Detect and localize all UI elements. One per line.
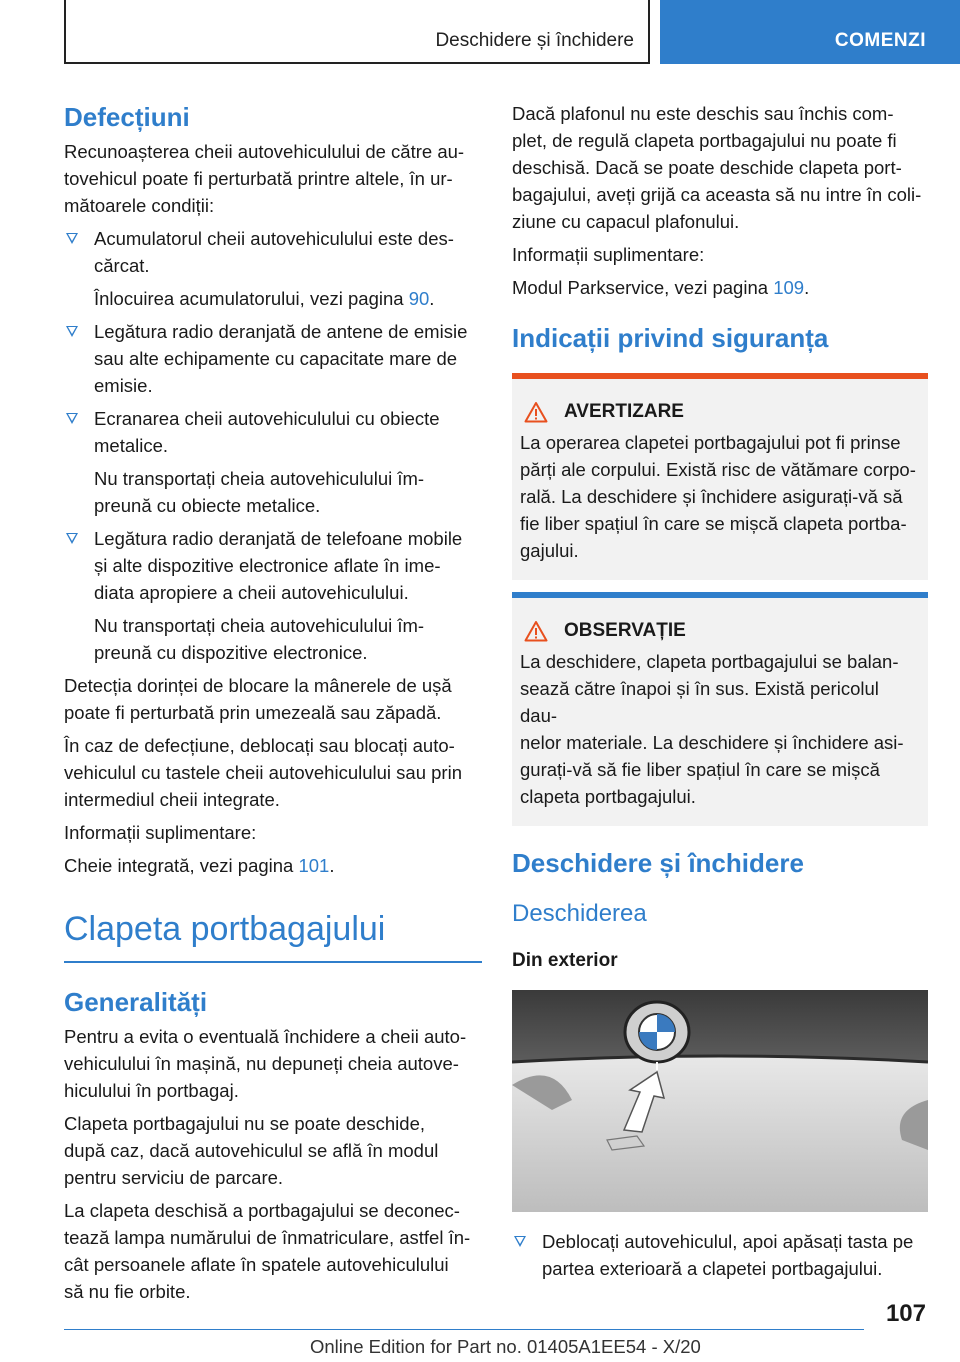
observation-text: La deschidere, clapeta portbagajului se balan- sează către înapoi și în sus. Există pericolul dau- nelor materiale. La deschidere și închidere asi- gurați-vă să fie liber spațiul în care se mișcă clapeta portbagajului. — [520, 651, 904, 807]
safety-heading: Indicații privind siguranța — [512, 323, 829, 353]
cross-reference: Cheie integrată, vezi pagina 101. — [64, 855, 335, 876]
defects-heading: Defecțiuni — [64, 102, 190, 132]
list-item: Ecranarea cheii autovehiculului cu obiecte metalice. Nu transportați cheia autovehiculului îm- preună cu obiecte metalice. — [64, 405, 482, 519]
header-chapter-title: COMENZI — [834, 30, 926, 51]
chapter-heading: Clapeta portbagajului — [64, 910, 386, 948]
warning-text: La operarea clapetei portbagajului pot fi prinse părți ale corpului. Există risc de vătămare corpo- rală. La deschidere și închidere asigurați-vă să fie liber spațiul în care se mișcă clapeta portba- gajului. — [520, 432, 916, 561]
observation-title: OBSERVAȚIE — [564, 620, 686, 641]
header-chapter-tab — [660, 0, 960, 64]
footer-rule — [64, 1329, 864, 1330]
list-item: Acumulatorul cheii autovehiculului este des- cărcat. Înlocuirea acumulatorului, vezi pagina 90. — [64, 225, 482, 312]
exterior-heading: Din exterior — [512, 950, 618, 971]
paragraph-roof: Dacă plafonul nu este deschis sau închis com- plet, de regulă clapeta portbagajului nu poate fi deschisă. Dacă se poate deschide clapeta port- bagajului, aveți grijă ca aceasta să nu intre în coli- ziune cu capacul plafonului. — [512, 103, 922, 232]
warning-title: AVERTIZARE — [564, 401, 684, 422]
tailgate-illustration — [512, 990, 928, 1212]
paragraph-malfunction: În caz de defecțiune, deblocați sau blocați auto- vehiculul cu tastele cheii autovehiculului sau prin intermediul cheii integrate. — [64, 735, 462, 810]
observation-box — [512, 592, 928, 826]
cross-reference: Modul Parkservice, vezi pagina 109. — [512, 277, 810, 298]
right-column — [512, 100, 928, 1288]
page-number: 107 — [885, 1300, 926, 1327]
bullet-triangle-icon — [66, 326, 78, 337]
opening-heading: Deschiderea — [512, 900, 647, 927]
defects-list — [64, 225, 482, 666]
bullet-triangle-icon — [66, 533, 78, 544]
open-close-heading: Deschidere și închidere — [512, 848, 804, 878]
left-column — [64, 100, 482, 1311]
page-link[interactable]: 101 — [298, 855, 330, 876]
warning-box — [512, 373, 928, 580]
tailgate-button-photo — [512, 990, 928, 1212]
bullet-triangle-icon — [514, 1236, 526, 1247]
list-item: Legătura radio deranjată de telefoane mobile și alte dispozitive electronice aflate în ime- diata apropiere a cheii autovehiculului. Nu transportați cheia autovehiculului îm- preună cu dispozitive electronice. — [64, 525, 482, 666]
bullet-triangle-icon — [66, 233, 78, 244]
notice-triangle-icon — [524, 620, 548, 642]
bullet-triangle-icon — [66, 413, 78, 424]
header-section-tab — [64, 0, 650, 64]
paragraph-lock-detection: Detecția dorinței de blocare la mânerele de ușă poate fi perturbată prin umezeală sau zăpadă. — [64, 675, 452, 723]
page-link[interactable]: 109 — [773, 277, 805, 298]
list-item: Deblocați autovehiculul, apoi apăsați tasta pe partea exterioară a clapetei portbagajului. — [512, 1228, 928, 1282]
page-link[interactable]: 90 — [408, 288, 430, 309]
info-label: Informații suplimentare: — [64, 822, 257, 843]
paragraph-general-1: Pentru a evita o eventuală închidere a cheii auto- vehiculului în mașină, nu depuneți cheia autove- hiculului în portbagaj. — [64, 1026, 467, 1101]
paragraph-general-3: La clapeta deschisă a portbagajului se deconec- tează lampa numărului de înmatriculare, astfel în- cât persoanele aflate în spatele autovehiculului să nu fie orbite. — [64, 1200, 471, 1302]
defects-intro: Recunoașterea cheii autovehiculului de către au- tovehicul poate fi perturbată printre altele, în ur- mătoarele condiții: — [64, 141, 465, 216]
paragraph-general-2: Clapeta portbagajului nu se poate deschide, după caz, dacă autovehiculul se află în modul pentru serviciu de parcare. — [64, 1113, 439, 1188]
header-section-title: Deschidere și închidere — [435, 30, 634, 51]
footer-edition: Online Edition for Part no. 01405A1EE54 - X/20 — [310, 1336, 701, 1357]
general-heading: Generalități — [64, 987, 208, 1017]
info-label: Informații suplimentare: — [512, 244, 705, 265]
steps-list — [512, 1228, 928, 1282]
warning-triangle-icon — [524, 401, 548, 423]
list-item: Legătura radio deranjată de antene de emisie sau alte echipamente cu capacitate mare de emisie. — [64, 318, 482, 399]
